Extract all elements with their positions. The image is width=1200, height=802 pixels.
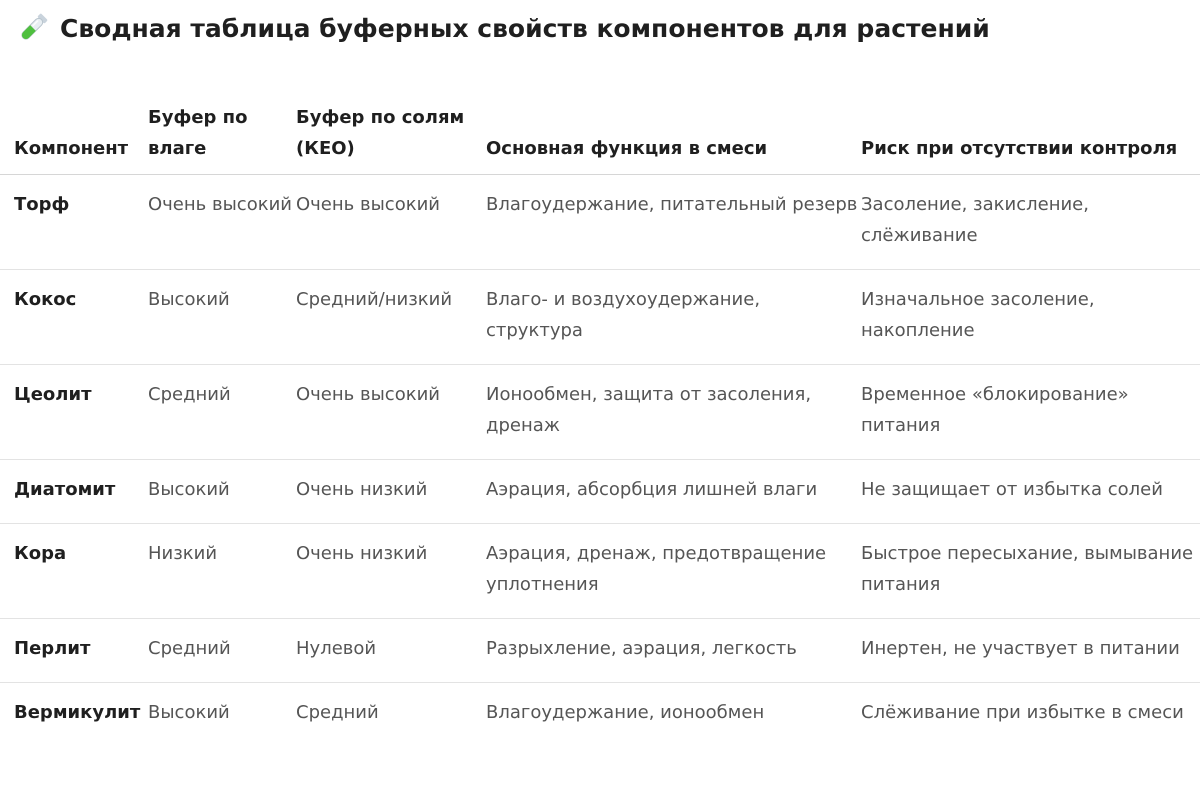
risk-cell: Временное «блокирование» питания: [861, 364, 1200, 459]
salt-buffer-cell: Средний: [296, 701, 379, 723]
salt-buffer-cell: Средний/низкий: [296, 269, 486, 364]
salt-buffer-cell: Очень высокий: [296, 364, 486, 459]
main-function-cell: Аэрация, абсорбция лишней влаги: [486, 459, 861, 523]
component-name: Вермикулит: [14, 701, 141, 723]
salt-buffer-cell: Нулевой: [296, 618, 486, 682]
moisture-buffer-cell: Высокий: [148, 701, 230, 723]
table-row: [0, 269, 1200, 364]
risk-cell: Быстрое пересыхание, вымывание питания: [861, 523, 1200, 618]
buffer-properties-table: [0, 88, 1200, 746]
table-row: [0, 174, 1200, 269]
salt-buffer-cell: Очень низкий: [296, 523, 486, 618]
main-function-cell: Аэрация, дренаж, предотвращение уплотнения: [486, 523, 861, 618]
component-name: Кора: [0, 523, 148, 618]
risk-cell: Изначальное засоление, накопление: [861, 269, 1200, 364]
table-row: [0, 523, 1200, 618]
risk-cell: Инертен, не участвует в питании: [861, 618, 1200, 682]
component-name: Кокос: [0, 269, 148, 364]
table-row: [0, 364, 1200, 459]
table-row: [0, 682, 1200, 746]
risk-cell: Не защищает от избытка солей: [861, 459, 1200, 523]
moisture-buffer-cell: Высокий: [148, 459, 296, 523]
page-title-text: Сводная таблица буферных свойств компонентов для растений: [60, 13, 990, 43]
table-row: [0, 459, 1200, 523]
component-name: Диатомит: [0, 459, 148, 523]
table-row: [0, 618, 1200, 682]
moisture-buffer-cell: Низкий: [148, 523, 296, 618]
main-function-cell: Разрыхление, аэрация, легкость: [486, 618, 861, 682]
column-header-main-function: Основная функция в смеси: [486, 88, 861, 174]
main-function-cell: Влагоудержание, питательный резерв: [486, 174, 861, 269]
moisture-buffer-cell: Высокий: [148, 269, 296, 364]
risk-cell: Слёживание при избытке в смеси: [861, 701, 1184, 723]
salt-buffer-cell: Очень низкий: [296, 459, 486, 523]
column-header-moisture-buffer: Буфер по влаге: [148, 88, 296, 174]
component-name: Торф: [0, 174, 148, 269]
page-title: [16, 8, 990, 48]
column-header-component: Компонент: [0, 88, 148, 174]
moisture-buffer-cell: Очень высокий: [148, 174, 296, 269]
main-function-cell: Влагоудержание, ионообмен: [486, 701, 765, 723]
table-header-row: [0, 88, 1200, 174]
component-name: Цеолит: [0, 364, 148, 459]
main-function-cell: Ионообмен, защита от засоления, дренаж: [486, 364, 861, 459]
salt-buffer-cell: Очень высокий: [296, 174, 486, 269]
column-header-salt-buffer: Буфер по солям (КЕО): [296, 88, 486, 174]
main-function-cell: Влаго- и воздухоудержание, структура: [486, 269, 861, 364]
component-name: Перлит: [0, 618, 148, 682]
column-header-risk: Риск при отсутствии контроля: [861, 88, 1200, 174]
risk-cell: Засоление, закисление, слёживание: [861, 174, 1200, 269]
moisture-buffer-cell: Средний: [148, 364, 296, 459]
moisture-buffer-cell: Средний: [148, 618, 296, 682]
test-tube-icon: [16, 11, 50, 45]
